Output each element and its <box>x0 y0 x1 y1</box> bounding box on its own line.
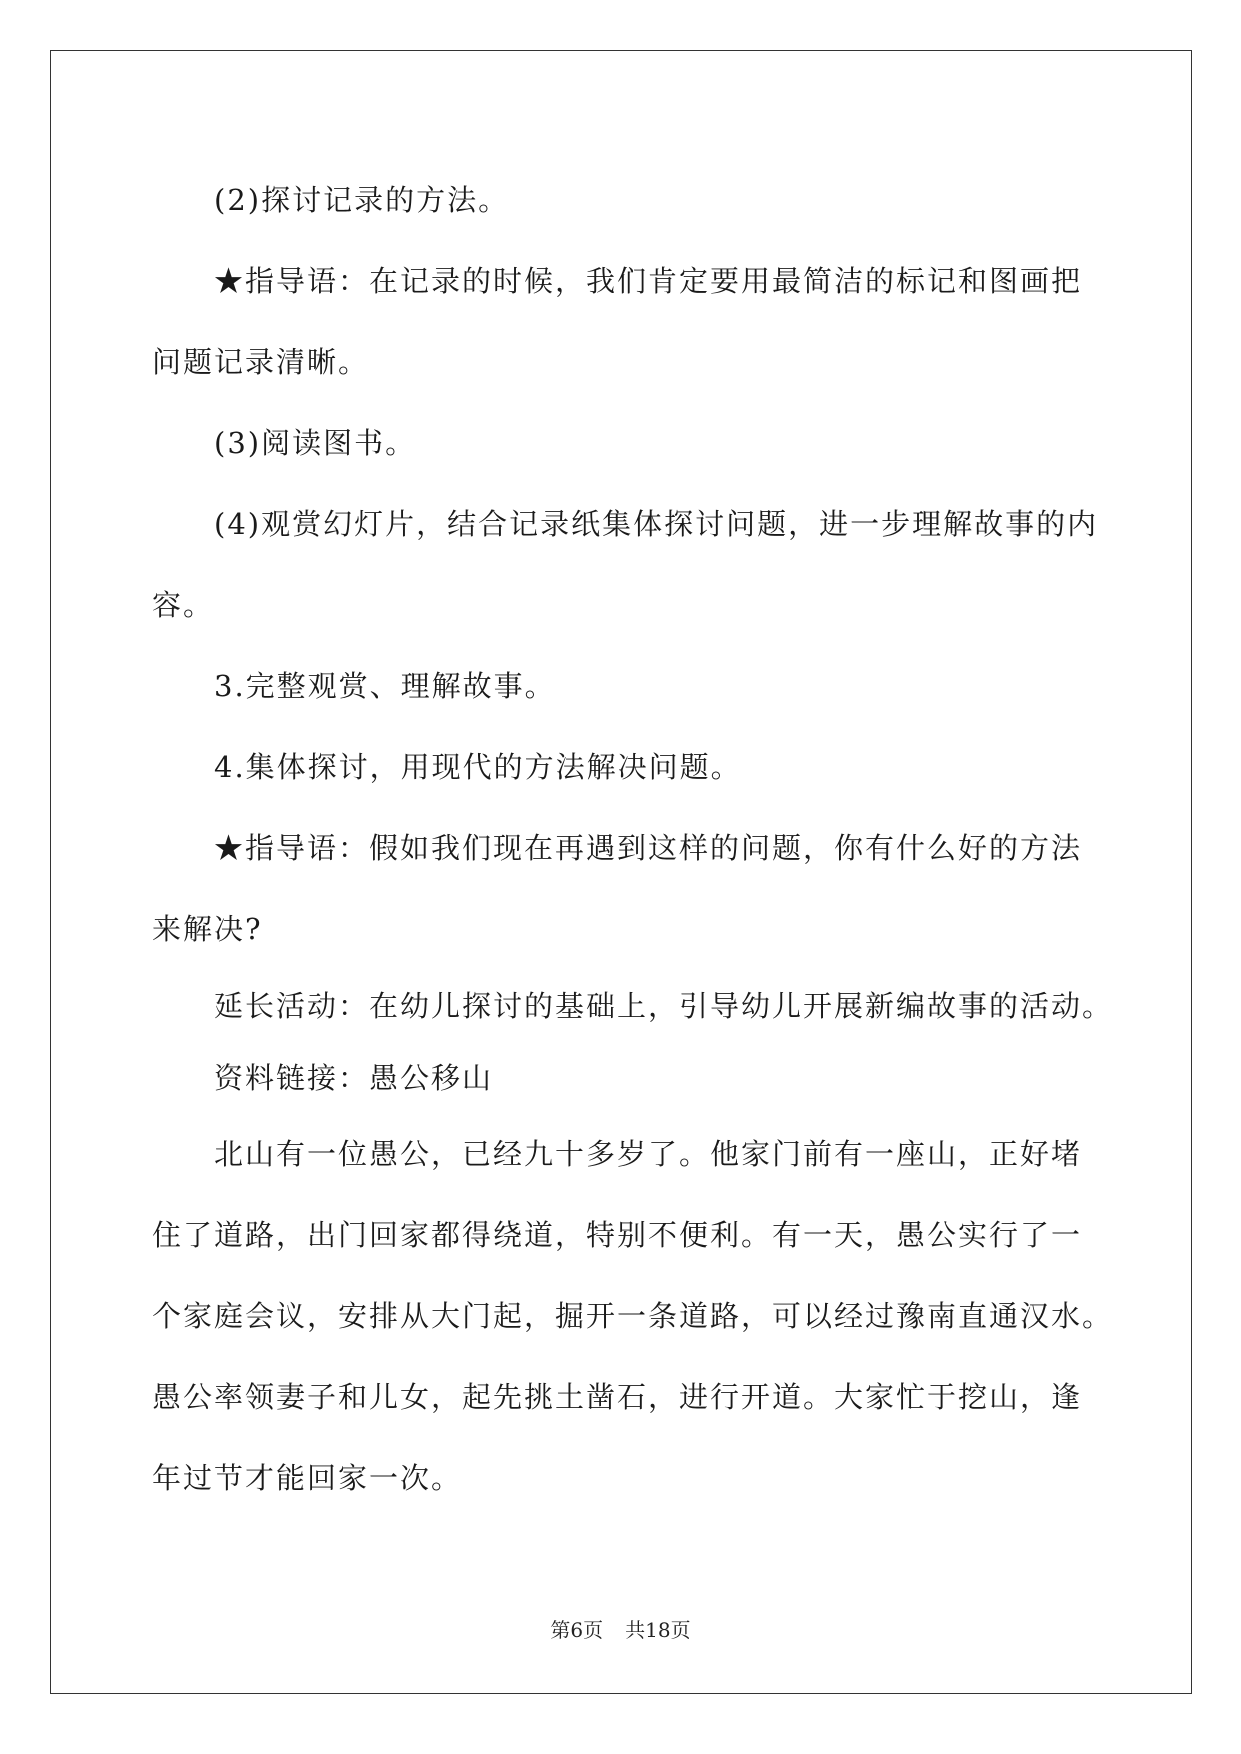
paragraph <box>152 241 1092 403</box>
text-line: (2)探讨记录的方法。 <box>214 183 510 217</box>
page-number: 第6页 <box>550 1618 604 1642</box>
paragraph <box>152 727 1092 808</box>
text-line: 个家庭会议，安排从大门起，掘开一条道路，可以经过豫南直通汉水。 <box>152 1299 1114 1333</box>
text-line: 愚公率领妻子和儿女，起先挑土凿石，进行开道。大家忙于挖山，逢 <box>152 1380 1083 1414</box>
text-line: 年过节才能回家一次。 <box>152 1461 463 1495</box>
text-line: 住了道路，出门回家都得绕道，特别不便利。有一天，愚公实行了一 <box>152 1218 1083 1252</box>
text-line: 问题记录清晰。 <box>152 345 370 379</box>
text-line: 来解决? <box>152 912 263 946</box>
text-line: ★指导语：假如我们现在再遇到这样的问题，你有什么好的方法 <box>214 831 1083 865</box>
document-body <box>152 160 1114 1519</box>
paragraph <box>152 1042 1092 1114</box>
paragraph <box>152 970 1114 1042</box>
page-total: 共18页 <box>625 1618 691 1642</box>
text-line: 北山有一位愚公，已经九十多岁了。他家门前有一座山，正好堵 <box>214 1137 1083 1171</box>
page-footer <box>0 1614 1241 1643</box>
text-line: 3.完整观赏、理解故事。 <box>214 669 556 703</box>
paragraph <box>152 484 1099 646</box>
text-line: (4)观赏幻灯片，结合记录纸集体探讨问题，进一步理解故事的内 <box>214 507 1099 541</box>
paragraph <box>152 1114 1114 1519</box>
text-line: ★指导语：在记录的时候，我们肯定要用最简洁的标记和图画把 <box>214 264 1083 298</box>
paragraph <box>152 808 1092 970</box>
paragraph <box>152 160 1092 241</box>
text-line: 4.集体探讨，用现代的方法解决问题。 <box>214 750 742 784</box>
paragraph <box>152 646 1092 727</box>
text-line: (3)阅读图书。 <box>214 426 417 460</box>
text-line: 资料链接：愚公移山 <box>214 1061 494 1095</box>
paragraph <box>152 403 1092 484</box>
text-line: 容。 <box>152 588 215 622</box>
text-line: 延长活动：在幼儿探讨的基础上，引导幼儿开展新编故事的活动。 <box>214 989 1114 1023</box>
